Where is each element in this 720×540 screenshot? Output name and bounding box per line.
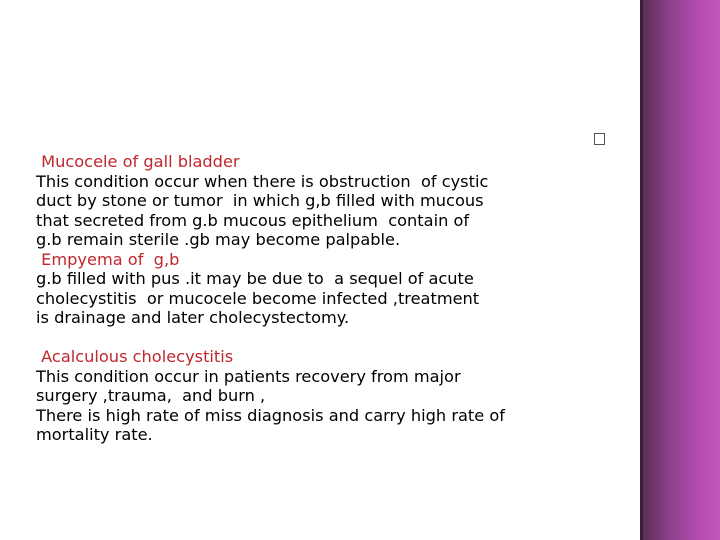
body-line: is drainage and later cholecystectomy. [36,308,350,327]
spacer [36,328,596,348]
heading-empyema: Empyema of g,b [36,249,180,269]
body-line: This condition occur in patients recovery from major [36,366,461,386]
body-line: There is high rate of miss diagnosis and carry high rate of [36,405,505,425]
slide-body [36,152,596,445]
heading-mucocele: Mucocele of gall bladder [36,152,240,171]
body-line: duct by stone or tumor in which g,b filled with mucous [36,191,484,210]
body-line: This condition occur when there is obstruction of cystic [36,171,489,191]
heading-acalculous: Acalculous cholecystitis [36,347,234,366]
decorative-sidebar [643,0,720,540]
body-line: mortality rate. [36,425,153,444]
empty-square-icon [594,133,605,145]
body-line: surgery ,trauma, and burn , [36,386,266,405]
body-line: g.b remain sterile .gb may become palpable. [36,230,401,249]
body-line: that secreted from g.b mucous epithelium contain of [36,210,470,230]
body-line: g.b filled with pus .it may be due to a sequel of acute [36,269,474,288]
body-line: cholecystitis or mucocele become infected ,treatment [36,288,480,308]
